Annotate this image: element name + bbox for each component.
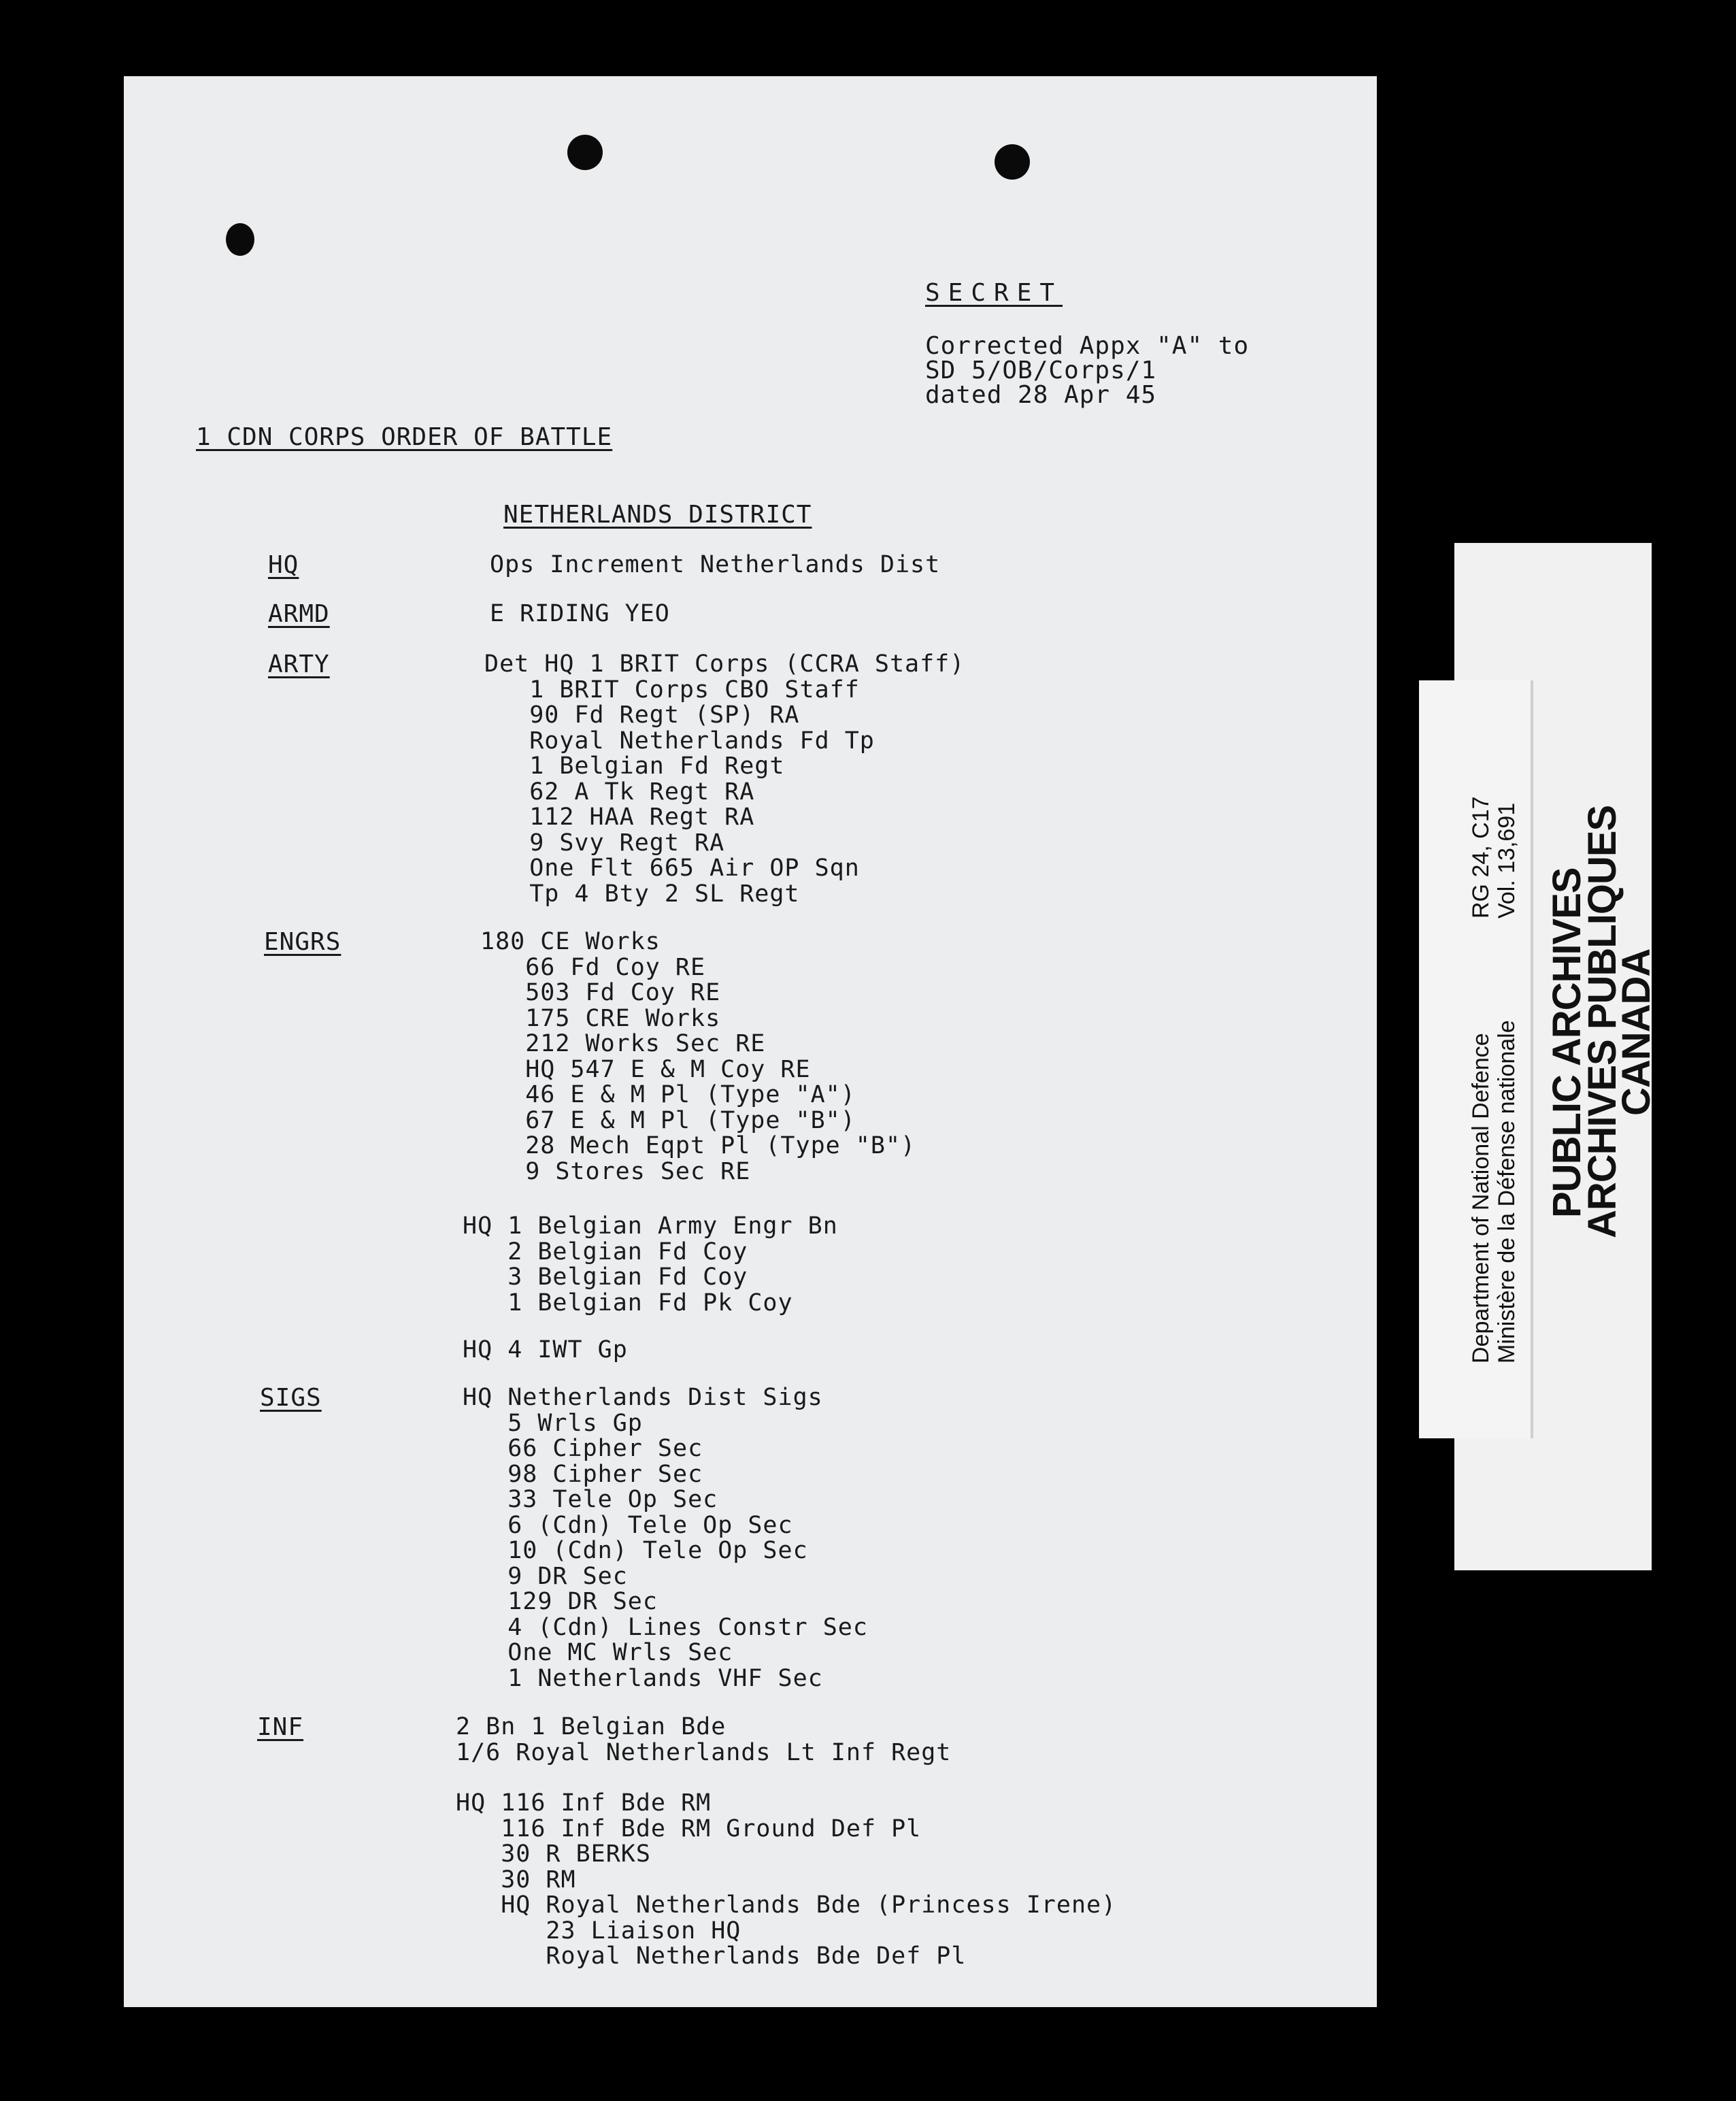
unit-entry: Ops Increment Netherlands Dist bbox=[490, 551, 941, 578]
punch-hole bbox=[995, 144, 1030, 180]
unit-entry: 503 Fd Coy RE bbox=[480, 979, 721, 1006]
unit-entry: HQ 1 Belgian Army Engr Bn bbox=[463, 1212, 838, 1240]
archive-volume: Vol. 13,691 bbox=[1494, 802, 1520, 919]
unit-entry: 23 Liaison HQ bbox=[456, 1917, 741, 1945]
label-hq: HQ bbox=[268, 551, 299, 579]
unit-entry: 90 Fd Regt (SP) RA bbox=[484, 701, 800, 729]
unit-entry: 66 Cipher Sec bbox=[463, 1435, 703, 1462]
unit-entry: One Flt 665 Air OP Sqn bbox=[484, 855, 860, 882]
unit-entry: 33 Tele Op Sec bbox=[463, 1486, 718, 1513]
unit-entry: 180 CE Works bbox=[480, 928, 661, 955]
unit-entry: One MC Wrls Sec bbox=[463, 1639, 733, 1666]
label-armd: ARMD bbox=[268, 600, 330, 628]
reference-date: dated 28 Apr 45 bbox=[925, 381, 1157, 409]
unit-entry: 112 HAA Regt RA bbox=[484, 804, 755, 831]
unit-entry: 175 CRE Works bbox=[480, 1004, 721, 1032]
archive-reference: RG 24, C17 bbox=[1468, 796, 1494, 919]
unit-entry: 1/6 Royal Netherlands Lt Inf Regt bbox=[456, 1738, 952, 1766]
unit-entry: HQ 4 IWT Gp bbox=[463, 1336, 628, 1363]
unit-entry: 46 E & M Pl (Type "A") bbox=[480, 1081, 856, 1108]
unit-entry: Det HQ 1 BRIT Corps (CCRA Staff) bbox=[484, 650, 965, 678]
unit-entry: E RIDING YEO bbox=[490, 600, 670, 627]
unit-entry: 30 RM bbox=[456, 1866, 576, 1893]
unit-entry: 6 (Cdn) Tele Op Sec bbox=[463, 1511, 793, 1539]
unit-entry: Royal Netherlands Fd Tp bbox=[484, 727, 875, 755]
reference-line: Corrected Appx "A" to bbox=[925, 332, 1250, 360]
unit-entry: 5 Wrls Gp bbox=[463, 1409, 643, 1437]
unit-entry: 9 Stores Sec RE bbox=[480, 1157, 751, 1185]
secret-marking: SECRET bbox=[925, 279, 1063, 307]
unit-entry: 1 Belgian Fd Regt bbox=[484, 752, 785, 780]
unit-entry: 2 Belgian Fd Coy bbox=[463, 1238, 748, 1265]
document-title: 1 CDN CORPS ORDER OF BATTLE bbox=[196, 423, 613, 451]
label-engrs: ENGRS bbox=[264, 928, 341, 956]
section-title: NETHERLANDS DISTRICT bbox=[503, 501, 812, 529]
label-arty: ARTY bbox=[268, 650, 330, 678]
unit-entry: 30 R BERKS bbox=[456, 1840, 651, 1868]
unit-entry: 1 Belgian Fd Pk Coy bbox=[463, 1289, 793, 1317]
archive-name-fr: ARCHIVES PUBLIQUES bbox=[1580, 805, 1624, 1238]
unit-entry: 129 DR Sec bbox=[463, 1588, 658, 1615]
unit-entry: 3 Belgian Fd Coy bbox=[463, 1263, 748, 1291]
unit-entry: 4 (Cdn) Lines Constr Sec bbox=[463, 1613, 868, 1641]
unit-entry: 212 Works Sec RE bbox=[480, 1030, 766, 1057]
unit-entry: 9 Svy Regt RA bbox=[484, 829, 725, 857]
label-inf: INF bbox=[257, 1713, 304, 1741]
unit-entry: Royal Netherlands Bde Def Pl bbox=[456, 1942, 967, 1970]
unit-entry: 116 Inf Bde RM Ground Def Pl bbox=[456, 1815, 922, 1842]
unit-entry: 62 A Tk Regt RA bbox=[484, 778, 755, 806]
unit-entry: 28 Mech Eqpt Pl (Type "B") bbox=[480, 1132, 916, 1159]
department-fr: Ministère de la Défense nationale bbox=[1494, 1020, 1520, 1363]
unit-entry: 10 (Cdn) Tele Op Sec bbox=[463, 1537, 808, 1564]
unit-entry: 2 Bn 1 Belgian Bde bbox=[456, 1713, 727, 1740]
document-page bbox=[124, 76, 1377, 2007]
unit-entry: HQ 547 E & M Coy RE bbox=[480, 1055, 811, 1083]
archive-country: CANADA bbox=[1614, 948, 1658, 1116]
unit-entry: 98 Cipher Sec bbox=[463, 1460, 703, 1488]
punch-hole bbox=[226, 223, 254, 256]
unit-entry: Tp 4 Bty 2 SL Regt bbox=[484, 880, 800, 908]
archive-name: PUBLIC ARCHIVES bbox=[1545, 867, 1589, 1218]
unit-entry: 67 E & M Pl (Type "B") bbox=[480, 1106, 856, 1134]
unit-entry: 66 Fd Coy RE bbox=[480, 953, 706, 981]
label-sigs: SIGS bbox=[260, 1384, 322, 1412]
unit-entry: HQ Netherlands Dist Sigs bbox=[463, 1384, 823, 1411]
punch-hole bbox=[567, 135, 603, 170]
unit-entry: HQ Royal Netherlands Bde (Princess Irene) bbox=[456, 1891, 1117, 1919]
unit-entry: HQ 116 Inf Bde RM bbox=[456, 1789, 712, 1817]
unit-entry: 9 DR Sec bbox=[463, 1562, 628, 1590]
unit-entry: 1 BRIT Corps CBO Staff bbox=[484, 676, 860, 704]
department-en: Department of National Defence bbox=[1468, 1033, 1494, 1363]
unit-entry: 1 Netherlands VHF Sec bbox=[463, 1664, 823, 1692]
reference-line: SD 5/OB/Corps/1 bbox=[925, 357, 1157, 384]
